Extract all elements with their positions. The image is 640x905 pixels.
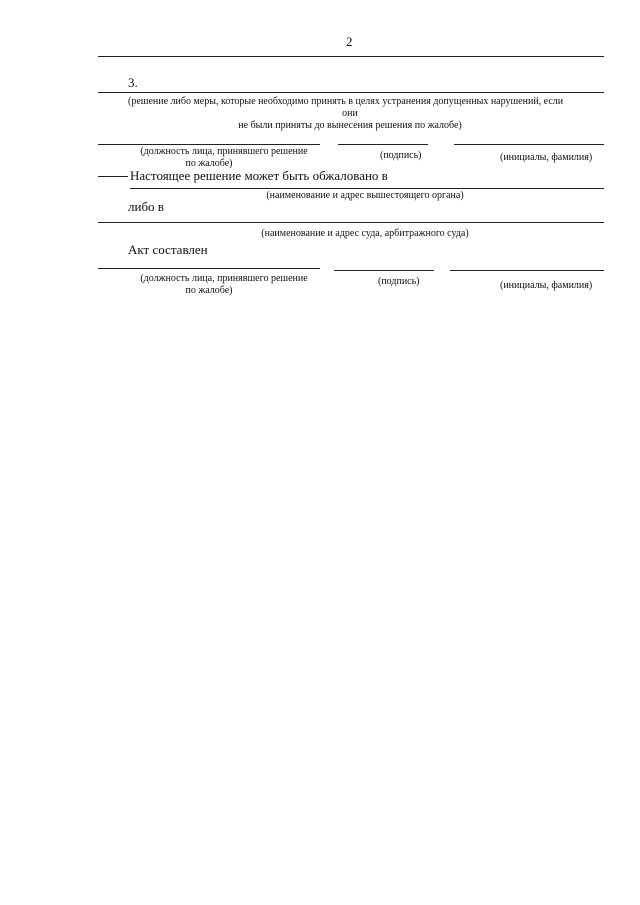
signature2-initials-line (450, 270, 604, 271)
higher-body-line (130, 188, 604, 189)
item3-caption-line2: они (342, 108, 358, 119)
item3-line (98, 92, 604, 93)
signature1-signature-caption: (подпись) (380, 150, 422, 161)
item3-caption-line3: не были приняты до вынесения решения по жалобе) (238, 120, 462, 131)
appeal-text: Настоящее решение может быть обжаловано в (130, 168, 388, 183)
page-number: 2 (346, 34, 353, 49)
signature1-position-caption: (должность лица, принявшего решение (140, 146, 308, 157)
signature1-signature-line (338, 144, 428, 145)
higher-body-caption: (наименование и адрес вышестоящего органа) (266, 190, 464, 201)
signature1-initials-caption: (инициалы, фамилия) (500, 152, 593, 163)
court-caption: (наименование и адрес суда, арбитражного суда) (261, 228, 469, 239)
signature1-position-caption-2: по жалобе) (185, 158, 233, 169)
signature2-signature-line (334, 270, 434, 271)
signature2-position-caption-2: по жалобе) (185, 285, 233, 296)
signature2-position-caption: (должность лица, принявшего решение (140, 273, 308, 284)
court-line (98, 222, 604, 223)
signature2-position-line (98, 268, 320, 269)
appeal-left-dash (98, 176, 128, 177)
signature1-position-line (98, 144, 320, 145)
signature2-initials-caption: (инициалы, фамилия) (500, 280, 593, 291)
top-divider (98, 56, 604, 57)
signature2-signature-caption: (подпись) (378, 276, 420, 287)
signature1-initials-line (454, 144, 604, 145)
item-number: 3. (128, 75, 138, 90)
or-text: либо в (128, 199, 164, 214)
act-text: Акт составлен (128, 242, 208, 257)
item3-caption-line1: (решение либо меры, которые необходимо принять в целях устранения допущенных нарушений, если (128, 96, 564, 107)
